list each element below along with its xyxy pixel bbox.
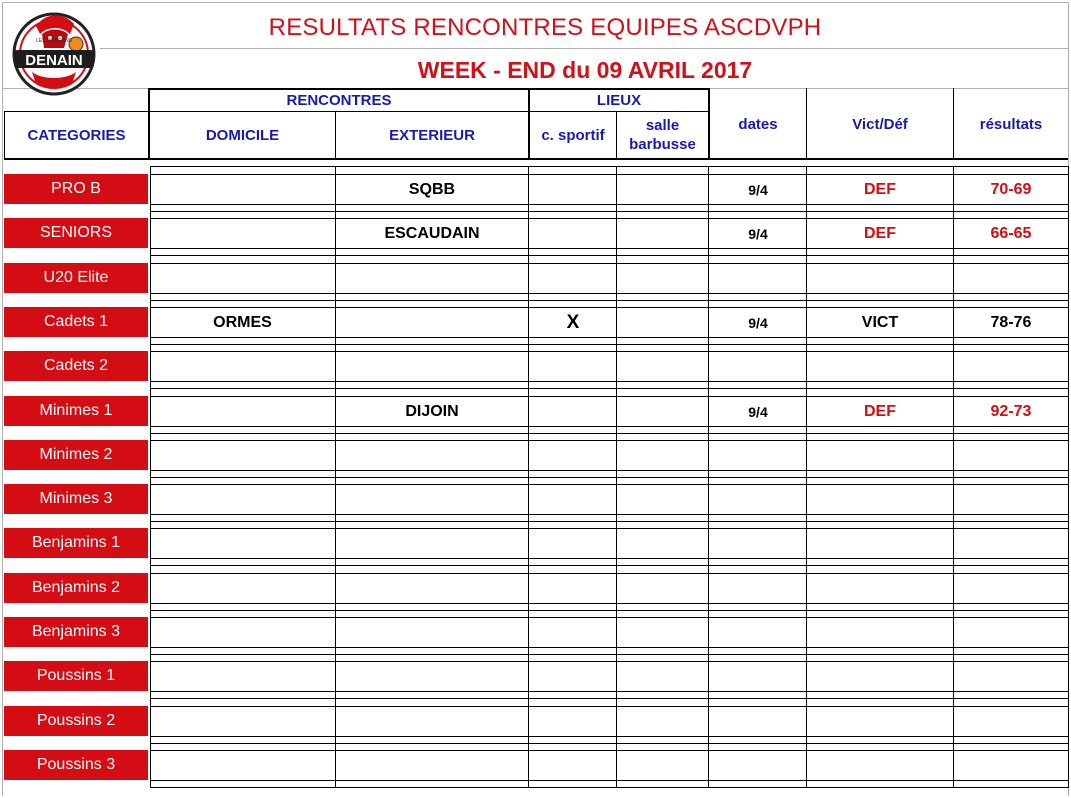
cell-resultat[interactable] <box>954 707 1068 736</box>
cell-c-sportif[interactable] <box>530 397 616 426</box>
row-divider <box>1068 388 1069 434</box>
cell-salle[interactable] <box>617 618 708 647</box>
frame-line-left <box>2 2 3 796</box>
category-cell: Minimes 3 <box>4 484 148 514</box>
header-salle-line1: salle <box>645 117 680 134</box>
header-dates: dates <box>738 115 778 133</box>
cell-c-sportif[interactable] <box>530 264 616 293</box>
row-line <box>150 248 1068 249</box>
category-cell: SENIORS <box>4 218 148 248</box>
category-cell: Minimes 1 <box>4 396 148 426</box>
row-divider <box>708 653 709 699</box>
cell-date[interactable] <box>710 751 806 780</box>
row-line <box>150 344 1068 345</box>
cell-exterieur[interactable]: SQBB <box>408 180 456 198</box>
row-line <box>150 743 1068 744</box>
cell-domicile[interactable] <box>150 441 335 470</box>
cell-salle[interactable] <box>617 397 708 426</box>
cell-date[interactable]: 9/4 <box>748 314 768 331</box>
row-divider <box>708 565 709 611</box>
row-divider <box>708 609 709 655</box>
cell-exterieur[interactable] <box>336 308 528 337</box>
cell-exterieur[interactable] <box>336 662 528 691</box>
row-divider <box>1068 299 1069 345</box>
cell-c-sportif[interactable] <box>530 751 616 780</box>
row-divider <box>708 166 709 212</box>
row-divider <box>708 520 709 566</box>
cell-exterieur[interactable] <box>336 707 528 736</box>
header-rencontres: RENCONTRES <box>286 92 392 109</box>
row-divider <box>1068 742 1069 788</box>
row-divider <box>708 255 709 301</box>
row-line <box>150 565 1068 566</box>
row-line <box>150 426 1068 427</box>
row-divider <box>528 565 529 611</box>
cell-exterieur[interactable]: DIJOIN <box>405 402 459 420</box>
category-cell: Minimes 2 <box>4 440 148 470</box>
cell-exterieur[interactable] <box>336 441 528 470</box>
cell-exterieur[interactable]: ESCAUDAIN <box>384 224 480 242</box>
row-divider <box>528 653 529 699</box>
cell-domicile[interactable] <box>150 485 335 514</box>
category-cell: Benjamins 2 <box>4 573 148 603</box>
header-salle-line2: barbusse <box>629 136 696 153</box>
row-line <box>150 211 1068 212</box>
row-line <box>150 433 1068 434</box>
logo-small-text: LES DRAGONS <box>35 38 73 44</box>
row-divider <box>1068 609 1069 655</box>
cell-c-sportif[interactable] <box>530 485 616 514</box>
row-line <box>150 293 1068 294</box>
row-divider <box>528 432 529 478</box>
row-divider <box>708 432 709 478</box>
category-cell: Poussins 2 <box>4 706 148 736</box>
body-top-line <box>150 166 1068 167</box>
row-line <box>150 388 1068 389</box>
row-divider <box>528 343 529 389</box>
cell-salle[interactable] <box>617 264 708 293</box>
row-divider <box>528 520 529 566</box>
row-line <box>150 477 1068 478</box>
cell-resultat[interactable] <box>954 441 1068 470</box>
row-line <box>150 204 1068 205</box>
cell-salle[interactable] <box>617 175 708 204</box>
cell-date[interactable]: 9/4 <box>748 403 768 420</box>
cell-vict-def[interactable] <box>807 529 953 558</box>
cell-c-sportif[interactable] <box>530 574 616 603</box>
cell-salle[interactable] <box>617 707 708 736</box>
cell-domicile[interactable]: ORMES <box>213 313 272 331</box>
row-divider <box>708 742 709 788</box>
page-subtitle: WEEK - END du 09 AVRIL 2017 <box>417 57 753 83</box>
header-vict-def: Vict/Déf <box>852 115 908 133</box>
row-divider <box>1068 476 1069 522</box>
cell-salle[interactable] <box>617 529 708 558</box>
cell-salle[interactable] <box>617 662 708 691</box>
row-line <box>150 698 1068 699</box>
row-line <box>150 787 1068 788</box>
cell-vict-def[interactable]: DEF <box>864 402 896 420</box>
cell-c-sportif[interactable] <box>530 662 616 691</box>
cell-date[interactable] <box>710 485 806 514</box>
cell-resultat[interactable] <box>954 485 1068 514</box>
row-divider <box>1068 432 1069 478</box>
page-title: RESULTATS RENCONTRES EQUIPES ASCDVPH <box>268 14 822 41</box>
cell-vict-def[interactable] <box>807 618 953 647</box>
cell-vict-def[interactable]: DEF <box>864 224 896 242</box>
category-cell: Cadets 2 <box>4 351 148 381</box>
cell-resultat[interactable] <box>954 662 1068 691</box>
row-divider <box>1068 210 1069 256</box>
cell-salle[interactable] <box>617 751 708 780</box>
category-cell: Benjamins 3 <box>4 617 148 647</box>
cell-domicile[interactable] <box>150 175 335 204</box>
cell-date[interactable] <box>710 574 806 603</box>
row-divider <box>528 210 529 256</box>
cell-salle[interactable] <box>617 352 708 381</box>
cell-salle[interactable] <box>617 574 708 603</box>
row-line <box>150 300 1068 301</box>
header-exterieur: EXTERIEUR <box>389 126 475 144</box>
cell-date[interactable]: 9/4 <box>748 225 768 242</box>
cell-domicile[interactable] <box>150 397 335 426</box>
cell-domicile[interactable] <box>150 264 335 293</box>
row-line <box>150 610 1068 611</box>
cell-resultat[interactable]: 78-76 <box>990 313 1032 331</box>
header-bottom-line <box>4 158 1068 160</box>
cell-exterieur[interactable] <box>336 485 528 514</box>
cell-salle[interactable] <box>617 485 708 514</box>
row-divider <box>528 476 529 522</box>
row-line <box>150 470 1068 471</box>
cell-domicile[interactable] <box>150 751 335 780</box>
row-divider <box>708 299 709 345</box>
cell-vict-def[interactable] <box>807 441 953 470</box>
cell-domicile[interactable] <box>150 707 335 736</box>
cell-date[interactable] <box>710 529 806 558</box>
row-divider <box>528 698 529 744</box>
row-divider <box>528 255 529 301</box>
row-line <box>150 337 1068 338</box>
cell-domicile[interactable] <box>150 574 335 603</box>
cell-date[interactable] <box>710 264 806 293</box>
cell-c-sportif[interactable] <box>530 352 616 381</box>
category-cell: U20 Elite <box>4 263 148 293</box>
title-separator-line <box>100 48 1068 49</box>
row-line <box>150 381 1068 382</box>
cell-vict-def[interactable] <box>807 751 953 780</box>
club-logo <box>6 4 102 100</box>
frame-line-top <box>2 2 1069 3</box>
row-divider <box>528 388 529 434</box>
row-divider <box>1068 698 1069 744</box>
cell-date[interactable] <box>710 441 806 470</box>
row-line <box>150 603 1068 604</box>
header-categories: CATEGORIES <box>27 126 126 144</box>
cell-salle[interactable] <box>617 308 708 337</box>
cell-c-sportif[interactable] <box>530 441 616 470</box>
cell-c-sportif[interactable] <box>530 618 616 647</box>
cell-exterieur[interactable] <box>336 574 528 603</box>
cell-exterieur[interactable] <box>336 264 528 293</box>
row-divider <box>708 210 709 256</box>
row-line <box>150 780 1068 781</box>
cell-salle[interactable] <box>617 441 708 470</box>
category-cell: Cadets 1 <box>4 307 148 337</box>
category-cell: Benjamins 1 <box>4 528 148 558</box>
row-divider <box>708 476 709 522</box>
row-line <box>150 736 1068 737</box>
cell-domicile[interactable] <box>150 662 335 691</box>
row-divider <box>528 166 529 212</box>
cell-resultat[interactable]: 92-73 <box>990 402 1032 420</box>
category-cell: PRO B <box>4 174 148 204</box>
cell-c-sportif[interactable] <box>530 175 616 204</box>
row-divider <box>1068 255 1069 301</box>
row-divider <box>528 609 529 655</box>
row-divider <box>708 388 709 434</box>
category-cell: Poussins 1 <box>4 661 148 691</box>
row-line <box>150 647 1068 648</box>
cell-date[interactable] <box>710 352 806 381</box>
cell-domicile[interactable] <box>150 618 335 647</box>
cell-date[interactable] <box>710 662 806 691</box>
header-lieux: LIEUX <box>596 92 642 109</box>
cell-resultat[interactable]: 70-69 <box>990 180 1032 198</box>
category-cell: Poussins 3 <box>4 750 148 780</box>
cell-resultat[interactable] <box>954 264 1068 293</box>
cell-vict-def[interactable] <box>807 485 953 514</box>
cell-domicile[interactable] <box>150 219 335 248</box>
cell-date[interactable] <box>710 707 806 736</box>
cell-vict-def[interactable] <box>807 264 953 293</box>
row-divider <box>528 299 529 345</box>
cell-resultat[interactable] <box>954 751 1068 780</box>
cell-domicile[interactable] <box>150 529 335 558</box>
row-line <box>150 558 1068 559</box>
cell-c-sportif[interactable]: X <box>566 311 580 333</box>
cell-c-sportif[interactable] <box>530 707 616 736</box>
cell-vict-def[interactable] <box>807 662 953 691</box>
header-domicile: DOMICILE <box>205 126 280 144</box>
row-divider <box>708 698 709 744</box>
cell-resultat[interactable]: 66-65 <box>990 224 1032 242</box>
row-divider <box>1068 653 1069 699</box>
cell-exterieur[interactable] <box>336 751 528 780</box>
cell-resultat[interactable] <box>954 352 1068 381</box>
row-divider <box>1068 520 1069 566</box>
cell-vict-def[interactable]: VICT <box>861 313 899 331</box>
cell-date[interactable]: 9/4 <box>748 181 768 198</box>
cell-date[interactable] <box>710 618 806 647</box>
cell-c-sportif[interactable] <box>530 219 616 248</box>
row-line <box>150 514 1068 515</box>
cell-resultat[interactable] <box>954 618 1068 647</box>
header-c-sportif: c. sportif <box>541 126 605 144</box>
row-line <box>150 654 1068 655</box>
row-divider <box>708 343 709 389</box>
logo-text: DENAIN <box>25 52 83 69</box>
cell-vict-def[interactable] <box>807 574 953 603</box>
row-line <box>150 255 1068 256</box>
cell-exterieur[interactable] <box>336 618 528 647</box>
header-resultats: résultats <box>979 115 1043 133</box>
cell-domicile[interactable] <box>150 352 335 381</box>
cell-vict-def[interactable]: DEF <box>864 180 896 198</box>
row-divider <box>1068 166 1069 212</box>
cell-vict-def[interactable] <box>807 352 953 381</box>
cell-resultat[interactable] <box>954 574 1068 603</box>
cell-resultat[interactable] <box>954 529 1068 558</box>
cell-c-sportif[interactable] <box>530 529 616 558</box>
header-salle <box>617 112 708 158</box>
cell-salle[interactable] <box>617 219 708 248</box>
row-line <box>150 691 1068 692</box>
cell-vict-def[interactable] <box>807 707 953 736</box>
cell-exterieur[interactable] <box>336 529 528 558</box>
row-divider <box>1068 343 1069 389</box>
row-divider <box>528 742 529 788</box>
row-divider <box>1068 565 1069 611</box>
row-line <box>150 521 1068 522</box>
cell-exterieur[interactable] <box>336 352 528 381</box>
